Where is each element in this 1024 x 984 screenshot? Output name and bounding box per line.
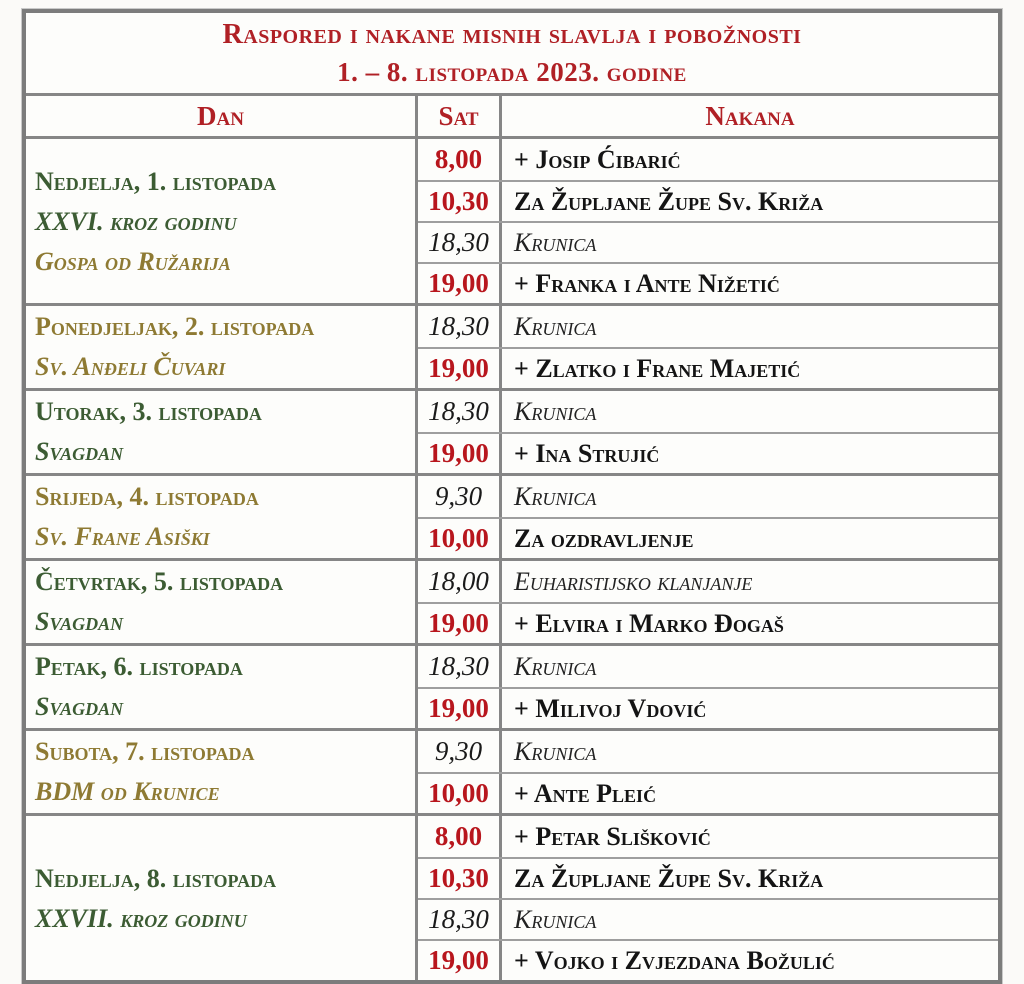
time-cell: 19,00 — [418, 349, 502, 388]
col-header-intention: Nakana — [705, 101, 795, 131]
time-rows — [418, 646, 998, 728]
time-cell: 9,30 — [418, 731, 502, 772]
time-cell: 10,00 — [418, 519, 502, 558]
title-line-1: Raspored i nakane misnih slavlja i pobožnosti — [222, 19, 802, 50]
intention-cell: Krunica — [514, 396, 597, 426]
intention-cell: + Milivoj Vdović — [514, 693, 707, 723]
col-header-day: Dan — [26, 96, 418, 136]
header-row — [26, 93, 998, 136]
time-row — [418, 347, 998, 388]
time-cell: 10,00 — [418, 774, 502, 813]
day-label: Petak, 6. listopada — [35, 652, 243, 681]
time-row — [418, 476, 998, 517]
day-block — [26, 303, 998, 388]
time-cell: 18,30 — [418, 900, 502, 939]
schedule-table — [22, 9, 1002, 984]
time-cell: 18,30 — [418, 391, 502, 432]
table-title — [26, 13, 998, 93]
time-cell: 8,00 — [418, 139, 502, 180]
intention-cell: Krunica — [514, 651, 597, 681]
time-cell: 19,00 — [418, 941, 502, 980]
intention-cell: + Franka i Ante Nižetić — [514, 268, 780, 298]
day-label: XXVI. kroz godinu — [35, 206, 237, 236]
day-cell — [26, 561, 418, 643]
day-label: Subota, 7. listopada — [35, 737, 255, 766]
intention-cell: Krunica — [514, 481, 597, 511]
time-row — [418, 561, 998, 602]
time-rows — [418, 731, 998, 813]
day-label: Nedjelja, 1. listopada — [35, 166, 277, 196]
intention-cell: Krunica — [514, 736, 597, 766]
time-rows — [418, 139, 998, 303]
time-row — [418, 687, 998, 728]
intention-cell: Za ozdravljenje — [514, 523, 694, 553]
day-label: Sv. Frane Asiški — [35, 522, 210, 551]
time-row — [418, 180, 998, 221]
time-row — [418, 517, 998, 558]
day-label: Nedjelja, 8. listopada — [35, 863, 277, 893]
time-rows — [418, 391, 998, 473]
intention-cell: + Ina Strujić — [514, 438, 660, 468]
time-row — [418, 391, 998, 432]
day-block — [26, 136, 998, 303]
time-cell: 18,30 — [418, 306, 502, 347]
time-cell: 18,30 — [418, 223, 502, 262]
day-cell — [26, 306, 418, 388]
time-cell: 19,00 — [418, 434, 502, 473]
time-row — [418, 602, 998, 643]
day-label: Ponedjeljak, 2. listopada — [35, 312, 315, 341]
intention-cell: Za Župljane Župe Sv. Križa — [514, 863, 824, 893]
time-cell: 19,00 — [418, 264, 502, 303]
schedule-body — [26, 136, 998, 980]
day-cell — [26, 391, 418, 473]
intention-cell: + Petar Slišković — [514, 821, 711, 851]
day-label: Četvrtak, 5. listopada — [35, 567, 284, 596]
time-row — [418, 139, 998, 180]
intention-cell: + Vojko i Zvjezdana Božulić — [514, 945, 835, 975]
time-row — [418, 898, 998, 939]
time-cell: 8,00 — [418, 816, 502, 857]
day-label: Sv. Anđeli Čuvari — [35, 352, 226, 381]
time-rows — [418, 476, 998, 558]
day-block — [26, 643, 998, 728]
intention-cell: Euharistijsko klanjanje — [514, 566, 753, 596]
time-row — [418, 857, 998, 898]
time-row — [418, 262, 998, 303]
time-cell: 10,30 — [418, 859, 502, 898]
time-row — [418, 816, 998, 857]
time-row — [418, 772, 998, 813]
day-label: Gospa od Ružarija — [35, 246, 231, 276]
time-rows — [418, 816, 998, 980]
intention-cell: Krunica — [514, 227, 597, 257]
time-cell: 18,30 — [418, 646, 502, 687]
day-label: Svagdan — [35, 607, 124, 636]
day-block — [26, 558, 998, 643]
day-label: Utorak, 3. listopada — [35, 397, 262, 426]
day-block — [26, 728, 998, 813]
day-cell — [26, 139, 418, 303]
time-cell: 19,00 — [418, 604, 502, 643]
day-label: Svagdan — [35, 692, 124, 721]
day-cell — [26, 646, 418, 728]
time-row — [418, 646, 998, 687]
time-rows — [418, 306, 998, 388]
day-label: Srijeda, 4. listopada — [35, 482, 259, 511]
day-cell — [26, 476, 418, 558]
day-label: XXVII. kroz godinu — [35, 903, 247, 933]
intention-cell: Za Župljane Župe Sv. Križa — [514, 186, 824, 216]
col-header-time: Sat — [418, 96, 502, 136]
day-block — [26, 473, 998, 558]
day-block — [26, 388, 998, 473]
time-row — [418, 731, 998, 772]
intention-cell: + Zlatko i Frane Majetić — [514, 353, 801, 383]
time-cell: 10,30 — [418, 182, 502, 221]
day-cell — [26, 816, 418, 980]
time-row — [418, 221, 998, 262]
intention-cell: + Elvira i Marko Đogaš — [514, 608, 784, 638]
day-block — [26, 813, 998, 980]
intention-cell: Krunica — [514, 311, 597, 341]
time-cell: 9,30 — [418, 476, 502, 517]
intention-cell: + Josip Ćibarić — [514, 144, 681, 174]
title-line-2: 1. – 8. listopada 2023. godine — [337, 57, 687, 87]
day-label: Svagdan — [35, 437, 124, 466]
day-cell — [26, 731, 418, 813]
time-row — [418, 432, 998, 473]
day-label: BDM od Krunice — [35, 777, 220, 806]
intention-cell: + Ante Pleić — [514, 778, 657, 808]
time-cell: 18,00 — [418, 561, 502, 602]
time-rows — [418, 561, 998, 643]
time-row — [418, 939, 998, 980]
time-cell: 19,00 — [418, 689, 502, 728]
intention-cell: Krunica — [514, 904, 597, 934]
time-row — [418, 306, 998, 347]
